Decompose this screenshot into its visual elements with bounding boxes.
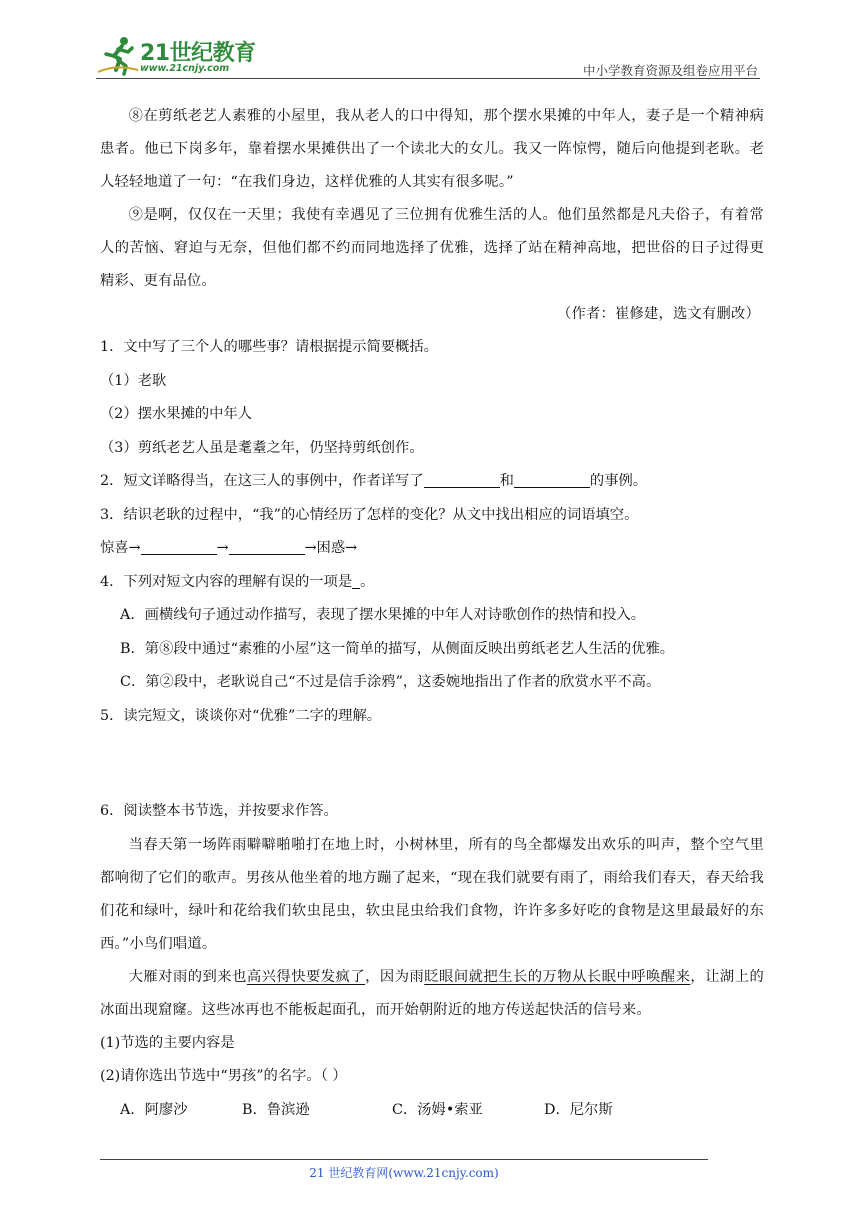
question-4-option-a: A．画横线句子通过动作描写，表现了摆水果摊的中年人对诗歌创作的热情和投入。: [120, 607, 646, 623]
question-4-stem: [100, 566, 764, 600]
question-4-period: 。: [360, 573, 375, 590]
passage-paragraph-9: ⑨是啊，仅仅在一天里；我使有幸遇见了三位拥有优雅生活的人。他们虽然都是凡夫俗子，有着常人的苦恼、窘迫与无奈，但他们都不约而同地选择了优雅，选择了站在精神高地，把世俗的日子过得更精彩、更有品位。: [100, 207, 764, 289]
question-3-stem: 3．结识老耿的过程中，“我”的心情经历了怎样的变化？从文中找出相应的词语填空。: [100, 506, 639, 523]
answer-blank[interactable]: [352, 572, 360, 589]
footer-divider: [100, 1159, 708, 1160]
question-6-sub-2: (2)请你选出节选中“男孩”的名字。（ ）: [100, 1068, 347, 1084]
mood-end: →困惑→: [304, 540, 358, 556]
logo-brand: 21世纪教育: [140, 41, 256, 66]
answer-blank[interactable]: [424, 471, 500, 488]
choice-b[interactable]: B．鲁滨逊: [242, 1101, 310, 1118]
underlined-phrase: 眨眼间就把生长的万物从长眠中呼唤醒来: [424, 968, 691, 985]
platform-name: 中小学教育资源及组卷应用平台: [582, 63, 758, 78]
excerpt-text: 大雁对雨的到来也: [128, 968, 247, 985]
mood-arrow: →: [216, 540, 229, 556]
question-1-item-2: （2）摆水果摊的中年人: [100, 406, 253, 422]
question-2-text-c: 的事例。: [589, 473, 648, 489]
author-note: （作者：崔修建，选文有删改）: [557, 306, 760, 322]
question-3-chain: [100, 532, 764, 566]
question-1-stem: 1．文中写了三个人的哪些事？请根据提示简要概括。: [100, 339, 438, 355]
page-header: [96, 34, 760, 80]
question-2-text-b: 和: [499, 473, 514, 489]
choice-a[interactable]: A．阿廖沙: [120, 1101, 188, 1118]
running-man-icon: [96, 34, 140, 78]
question-2: [100, 465, 764, 499]
mood-start: 惊喜→: [100, 540, 141, 556]
footer-link[interactable]: 21 世纪教育网(www.21cnjy.com): [309, 1166, 499, 1180]
question-6-stem: 6．阅读整本书节选，并按要求作答。: [100, 803, 338, 819]
question-4-option-b: B．第⑧段中通过“素雅的小屋”这一简单的描写，从侧面反映出剪纸老艺人生活的优雅。: [120, 640, 675, 657]
answer-blank[interactable]: [229, 538, 305, 555]
document-body: [100, 100, 764, 1127]
header-divider: [96, 78, 760, 79]
site-logo[interactable]: [96, 34, 266, 78]
question-6-choices: [100, 1094, 764, 1128]
excerpt-paragraph-2: [100, 961, 764, 1027]
logo-url: www.21cnjy.com: [140, 63, 230, 74]
question-5-stem: 5．读完短文，谈谈你对“优雅”二字的理解。: [100, 707, 382, 724]
question-2-text-a: 2．短文详略得当，在这三人的事例中，作者详写了: [100, 473, 424, 489]
question-6-sub-1: (1)节选的主要内容是: [100, 1034, 235, 1051]
answer-blank[interactable]: [141, 538, 217, 555]
excerpt-text: ，让湖上的冰面出现窟窿。这些冰再也不能板起面孔，而开始朝附近的地方传送起快活的信号来。: [100, 968, 764, 1018]
question-1-item-1: （1）老耿: [100, 372, 167, 389]
answer-space: [100, 733, 764, 795]
excerpt-text: ，因为雨: [365, 968, 425, 985]
choice-c[interactable]: C．汤姆•索亚: [392, 1101, 483, 1118]
underlined-phrase: 高兴得快要发疯了: [246, 968, 366, 985]
question-4-option-c: C．第②段中，老耿说自己“不过是信手涂鸦”，这委婉地指出了作者的欣赏水平不高。: [120, 674, 661, 690]
choice-d[interactable]: D．尼尔斯: [544, 1101, 613, 1118]
question-1-item-3: （3）剪纸老艺人虽是耄耋之年，仍坚持剪纸创作。: [100, 439, 424, 456]
excerpt-paragraph-1: 当春天第一场阵雨噼噼啪啪打在地上时，小树林里，所有的鸟全都爆发出欢乐的叫声，整个空气里都响彻了它们的歌声。男孩从他坐着的地方蹦了起来，“现在我们就要有雨了，雨给我们春天，春天给我们花和绿叶，绿叶和花给我们软虫昆虫，软虫昆虫给我们食物，许许多多好吃的食物是这里最最好的东西。”小鸟们唱道。: [100, 836, 764, 952]
passage-paragraph-8: ⑧在剪纸老艺人素雅的小屋里，我从老人的口中得知，那个摆水果摊的中年人，妻子是一个精神病患者。他已下岗多年，靠着摆水果摊供出了一个读北大的女儿。我又一阵惊愕，随后向他提到老耿。老人轻轻地道了一句：“在我们身边，这样优雅的人其实有很多呢。”: [100, 108, 764, 190]
question-4-text: 4．下列对短文内容的理解有误的一项是: [100, 573, 353, 590]
answer-blank[interactable]: [514, 471, 590, 488]
